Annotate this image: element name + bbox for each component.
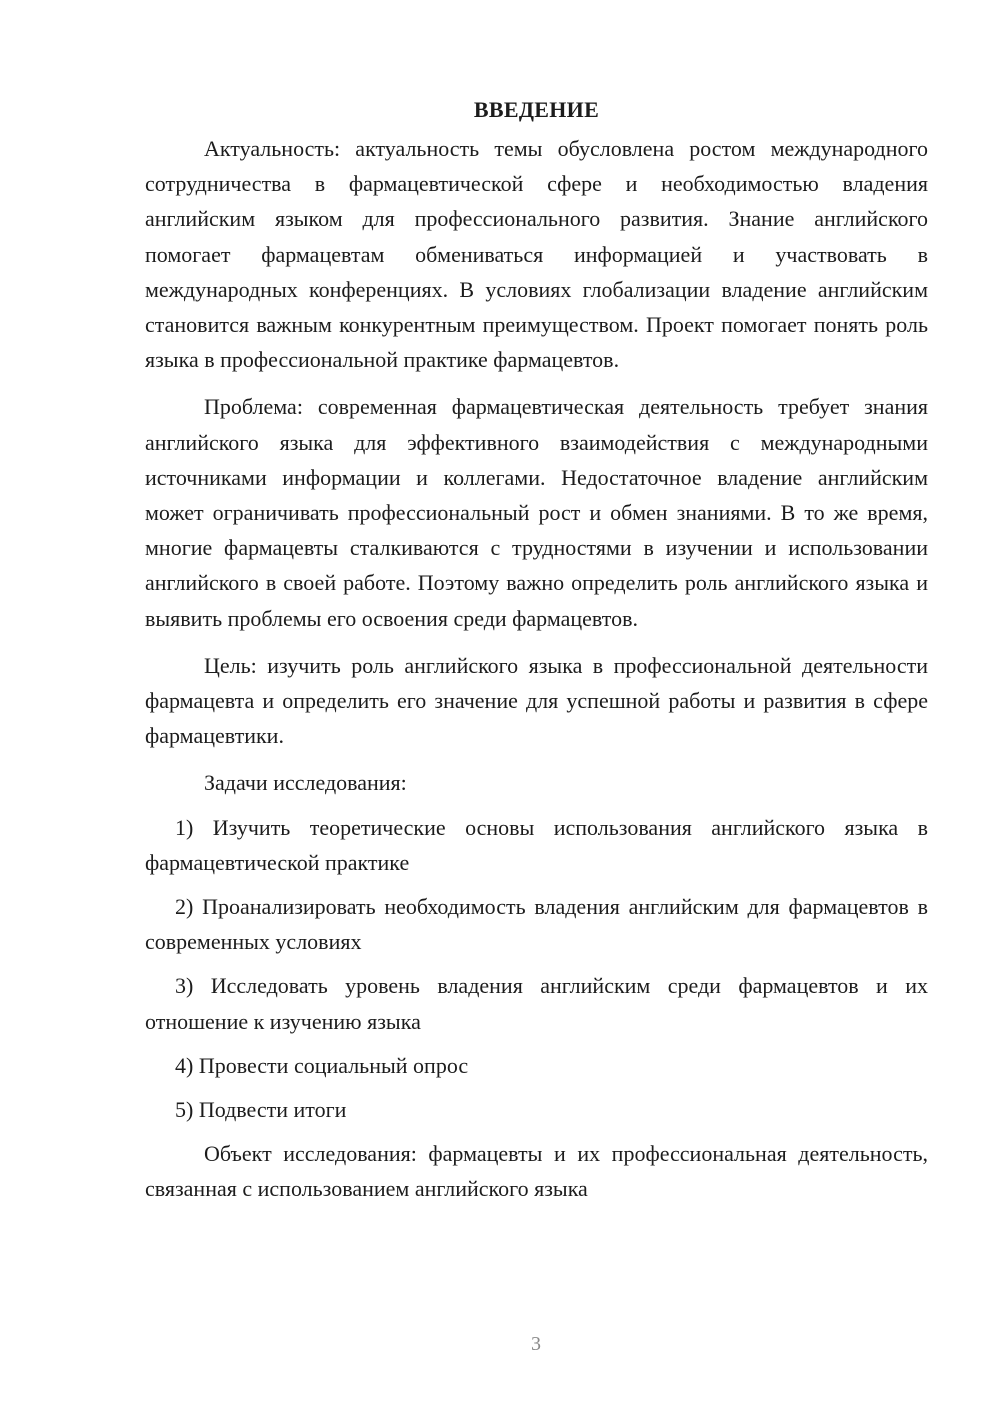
task-item-4: 4) Провести социальный опрос bbox=[175, 1052, 469, 1078]
paragraph-relevance: Актуальность: актуальность темы обусловлена ростом международного сотрудничества в фармацевтической сфере и необходимостью владения английским языком для профессионального развития. Знание английского помогает фармацевтам обмениваться информацией и участвовать в международных конференциях. В условиях глобализации владение английским становится важным конкурентным преимуществом. Проект помогает понять роль языка в профессиональной практике фармацевтов. bbox=[145, 136, 928, 373]
task-item-1: 1) Изучить теоретические основы использования английского языка в фармацевтической практике bbox=[145, 814, 928, 875]
paragraph-goal: Цель: изучить роль английского языка в профессиональной деятельности фармацевта и определить его значение для успешной работы и развития в сфере фармацевтики. bbox=[145, 652, 928, 749]
paragraph-problem: Проблема: современная фармацевтическая деятельность требует знания английского языка для эффективного взаимодействия с международными источниками информации и коллегами. Недостаточное владение английским может ограничивать профессиональный рост и обмен знаниями. В то же время, многие фармацевты сталкиваются с трудностями в изучении и использовании английского в своей работе. Поэтому важно определить роль английского языка и выявить проблемы его освоения среди фармацевтов. bbox=[145, 394, 928, 631]
document-title: ВВЕДЕНИЕ bbox=[473, 97, 600, 122]
page-number: 3 bbox=[531, 1333, 541, 1355]
task-item-3: 3) Исследовать уровень владения английским среди фармацевтов и их отношение к изучению языка bbox=[145, 973, 928, 1034]
paragraph-object: Объект исследования: фармацевты и их профессиональная деятельность, связанная с использованием английского языка bbox=[145, 1141, 928, 1202]
document-page bbox=[145, 93, 928, 1207]
task-item-2: 2) Проанализировать необходимость владения английским для фармацевтов в современных условиях bbox=[145, 894, 928, 955]
task-item-5: 5) Подвести итоги bbox=[175, 1097, 347, 1123]
tasks-heading: Задачи исследования: bbox=[204, 770, 407, 796]
